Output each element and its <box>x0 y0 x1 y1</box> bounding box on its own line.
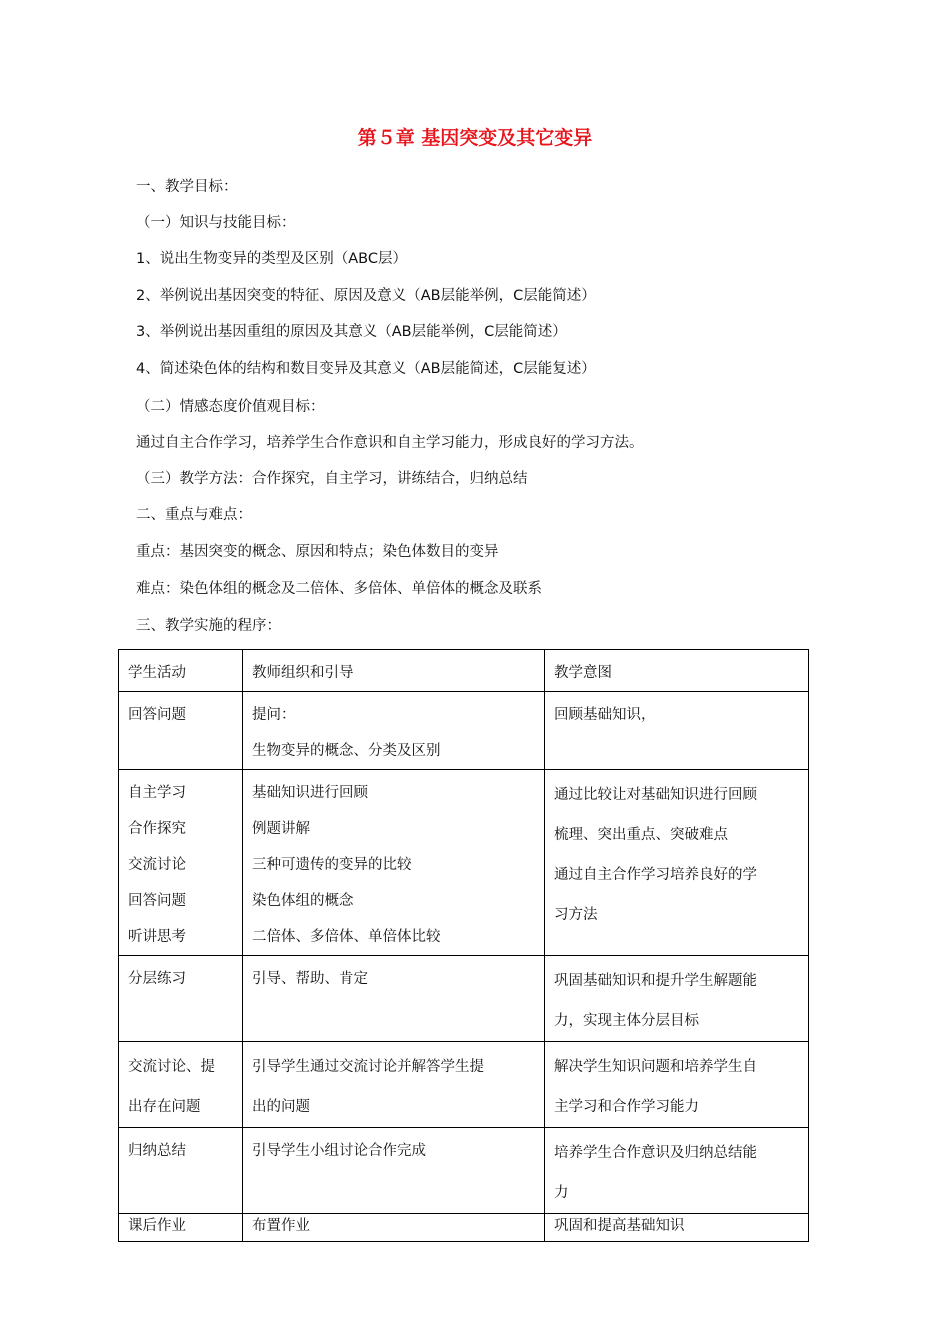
student-cell <box>119 770 243 956</box>
cell-line: 习方法 <box>554 907 598 923</box>
emotion-values-text: 通过自主合作学习，培养学生合作意识和自主学习能力，形成良好的学习方法。 <box>136 435 644 451</box>
teacher-cell <box>243 1128 545 1214</box>
goal-item-2: 2、举例说出基因突变的特征、原因及意义（AB层能举例，C层能简述） <box>136 288 596 304</box>
goal-item-4: 4、简述染色体的结构和数目变异及其意义（AB层能简述，C层能复述） <box>136 361 596 377</box>
cell-line: 分层练习 <box>128 971 186 987</box>
cell-line: 交流讨论 <box>128 857 186 873</box>
difficult-point-text: 难点：染色体组的概念及二倍体、多倍体、单倍体的概念及联系 <box>136 581 542 597</box>
cell-line: 培养学生合作意识及归纳总结能 <box>554 1145 757 1161</box>
subsection-knowledge-skills: （一）知识与技能目标： <box>136 215 296 231</box>
intent-cell <box>545 1128 809 1214</box>
teacher-cell <box>243 1214 545 1242</box>
document-title: 第５章 基因突变及其它变异 <box>357 127 593 149</box>
cell-line: 回答问题 <box>128 707 186 723</box>
cell-line: 梳理、突出重点、突破难点 <box>554 827 728 843</box>
table-row <box>119 1128 809 1214</box>
cell-line: 解决学生知识问题和培养学生自 <box>554 1059 757 1075</box>
cell-line: 通过自主合作学习培养良好的学 <box>554 867 757 883</box>
table-header-row <box>119 650 809 692</box>
cell-line: 引导学生小组讨论合作完成 <box>252 1143 426 1159</box>
header-student-activity: 学生活动 <box>119 650 243 692</box>
subsection-teaching-methods: （三）教学方法：合作探究，自主学习，讲练结合，归纳总结 <box>136 471 528 487</box>
cell-line: 二倍体、多倍体、单倍体比较 <box>252 929 441 945</box>
cell-line: 生物变异的概念、分类及区别 <box>252 743 441 759</box>
intent-cell <box>545 956 809 1042</box>
cell-line: 课后作业 <box>128 1218 186 1234</box>
cell-line: 回顾基础知识， <box>554 707 656 723</box>
teacher-cell <box>243 956 545 1042</box>
header-teacher-guidance: 教师组织和引导 <box>243 650 545 692</box>
cell-line: 力，实现主体分层目标 <box>554 1013 699 1029</box>
teacher-cell <box>243 770 545 956</box>
student-cell <box>119 1042 243 1128</box>
cell-line: 巩固和提高基础知识 <box>554 1218 685 1234</box>
key-point-text: 重点：基因突变的概念、原因和特点；染色体数目的变异 <box>136 544 499 560</box>
header-teaching-intent: 教学意图 <box>545 650 809 692</box>
cell-line: 提问： <box>252 707 296 723</box>
cell-line: 通过比较让对基础知识进行回顾 <box>554 787 757 803</box>
section-key-points: 二、重点与难点： <box>136 507 252 523</box>
cell-line: 自主学习 <box>128 785 186 801</box>
cell-line: 布置作业 <box>252 1218 310 1234</box>
table-row <box>119 692 809 770</box>
cell-line: 出的问题 <box>252 1099 310 1115</box>
student-cell <box>119 692 243 770</box>
table-row <box>119 1214 809 1242</box>
intent-cell <box>545 692 809 770</box>
student-cell <box>119 956 243 1042</box>
table-row <box>119 956 809 1042</box>
cell-line: 引导学生通过交流讨论并解答学生提 <box>252 1059 484 1075</box>
section-teaching-goals: 一、教学目标： <box>136 179 238 195</box>
table-row <box>119 770 809 956</box>
cell-line: 出存在问题 <box>128 1099 201 1115</box>
cell-line: 力 <box>554 1185 569 1201</box>
cell-line: 巩固基础知识和提升学生解题能 <box>554 973 757 989</box>
cell-line: 回答问题 <box>128 893 186 909</box>
student-cell <box>119 1128 243 1214</box>
section-implementation: 三、教学实施的程序： <box>136 618 281 634</box>
cell-line: 基础知识进行回顾 <box>252 785 368 801</box>
goal-item-1: 1、说出生物变异的类型及区别（ABC层） <box>136 251 407 267</box>
cell-line: 主学习和合作学习能力 <box>554 1099 699 1115</box>
intent-cell <box>545 770 809 956</box>
cell-line: 三种可遗传的变异的比较 <box>252 857 412 873</box>
cell-line: 听讲思考 <box>128 929 186 945</box>
teaching-procedure-table <box>118 649 809 1242</box>
teacher-cell <box>243 1042 545 1128</box>
teacher-cell <box>243 692 545 770</box>
cell-line: 染色体组的概念 <box>252 893 354 909</box>
goal-item-3: 3、举例说出基因重组的原因及其意义（AB层能举例，C层能简述） <box>136 324 567 340</box>
cell-line: 归纳总结 <box>128 1143 186 1159</box>
cell-line: 引导、帮助、肯定 <box>252 971 368 987</box>
cell-line: 例题讲解 <box>252 821 310 837</box>
intent-cell <box>545 1042 809 1128</box>
intent-cell <box>545 1214 809 1242</box>
table-row <box>119 1042 809 1128</box>
cell-line: 交流讨论、提 <box>128 1059 215 1075</box>
subsection-emotion-values: （二）情感态度价值观目标： <box>136 399 325 415</box>
student-cell <box>119 1214 243 1242</box>
cell-line: 合作探究 <box>128 821 186 837</box>
